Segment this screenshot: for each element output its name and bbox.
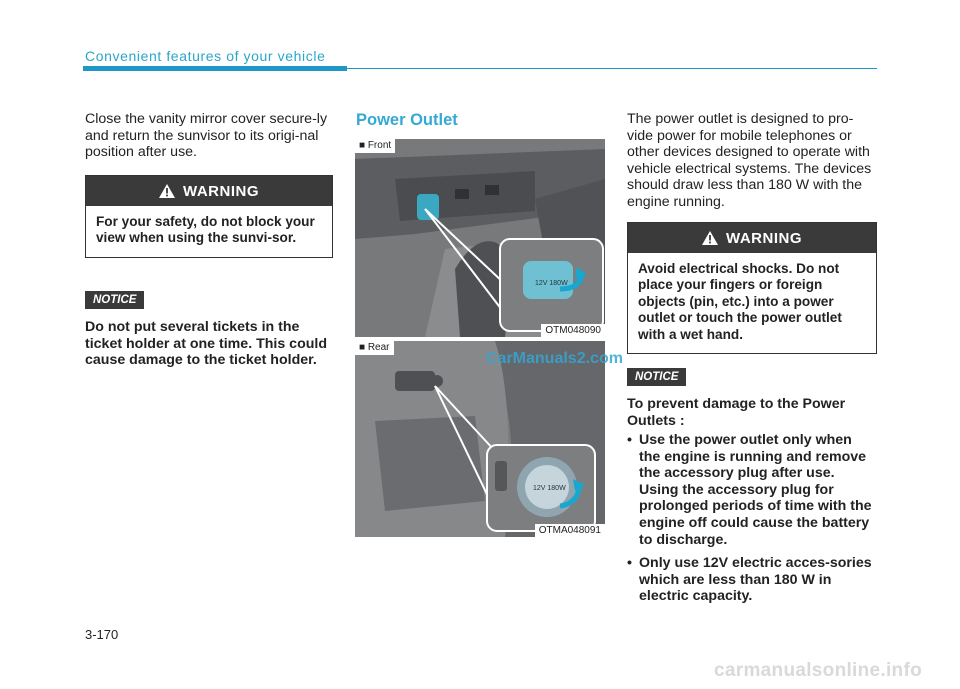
warning-header [86, 176, 332, 206]
notice-badge: NOTICE [627, 368, 686, 386]
front-console-illustration [355, 139, 605, 337]
warning-triangle-icon [702, 231, 718, 245]
warning-heading: WARNING [726, 229, 802, 247]
footer-watermark: carmanualsonline.info [714, 660, 922, 681]
warning-heading: WARNING [183, 182, 259, 200]
notice-bullet-list [627, 432, 877, 612]
header-rule-thick [83, 66, 347, 71]
rear-outlet-rating: 12V 180W [533, 485, 566, 492]
right-notice-intro: To prevent damage to the Power Outlets : [627, 396, 846, 429]
section-title: Power Outlet [356, 111, 458, 129]
left-warning-box [85, 175, 333, 258]
right-intro-text: The power outlet is designed to pro-vide power for mobile telephones or other devices designed to operate with vehicle electrical systems. The devices should draw less than 180 W with the engine running. [627, 111, 872, 210]
rear-outlet-photo [355, 341, 605, 537]
front-photo-code: OTM048090 [541, 324, 605, 337]
rear-photo-code: OTMA048091 [535, 524, 605, 537]
notice-badge: NOTICE [85, 291, 144, 309]
page-number: 3-170 [85, 627, 119, 642]
left-intro-text: Close the vanity mirror cover secure-ly and return the sunvisor to its origi-nal position after use. [85, 111, 328, 161]
front-outlet-photo [355, 139, 605, 337]
right-warning-box [627, 222, 877, 354]
warning-triangle-icon [159, 184, 175, 198]
left-notice-text: Do not put several tickets in the ticket holder at one time. This could cause damage to the ticket holder. [85, 319, 328, 369]
warning-header [628, 223, 876, 253]
warning-body: For your safety, do not block your view when using the sunvi-sor. [96, 214, 315, 246]
front-outlet-rating: 12V 180W [535, 280, 568, 287]
running-header: Convenient features of your vehicle [85, 48, 326, 64]
list-item: • Use the power outlet only when the engine is running and remove the accessory plug after use. Using the accessory plug for prolonged periods of time with the engine off could cause the battery to discharge. [627, 432, 877, 548]
front-photo-label: ■ Front [355, 139, 395, 153]
warning-body: Avoid electrical shocks. Do not place your fingers or foreign objects (pin, etc.) into a power outlet or touch the power outlet with a wet hand. [638, 261, 842, 342]
rear-photo-label: ■ Rear [355, 341, 394, 355]
site-watermark: CarManuals2.com [486, 350, 623, 367]
list-item: • Only use 12V electric acces-sories which are less than 180 W in electric capacity. [627, 555, 877, 605]
header-rule-thin [347, 68, 877, 69]
rear-cargo-illustration [355, 341, 605, 537]
